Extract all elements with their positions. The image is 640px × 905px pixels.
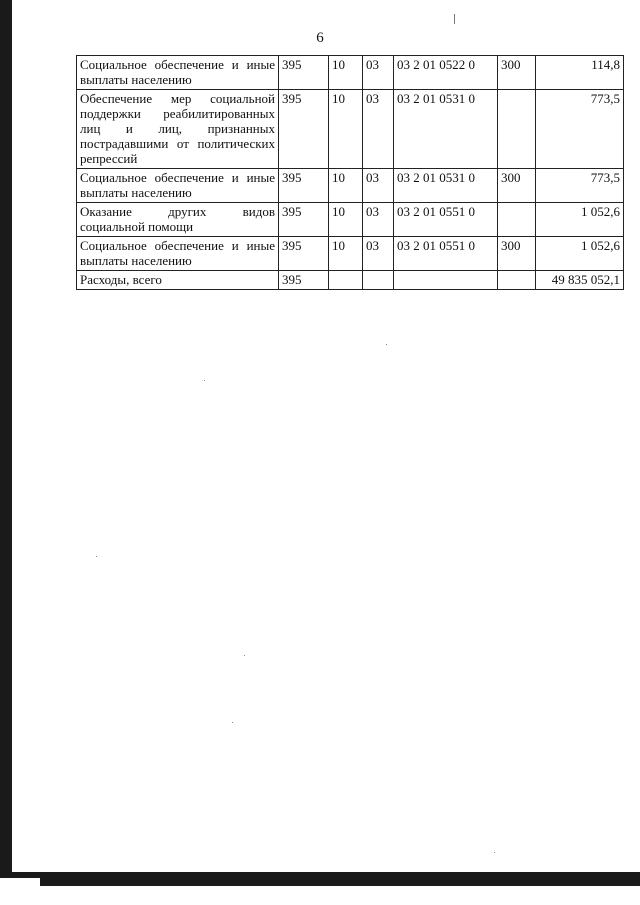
row-expense-type <box>498 90 536 169</box>
row-section: 10 <box>329 203 363 237</box>
row-code: 395 <box>279 271 329 290</box>
row-amount: 773,5 <box>536 90 624 169</box>
row-code: 395 <box>279 203 329 237</box>
row-amount: 1 052,6 <box>536 237 624 271</box>
row-name: Социальное обеспечение и иные выплаты населению <box>77 237 279 271</box>
row-target: 03 2 01 0522 0 <box>394 56 498 90</box>
row-amount: 1 052,6 <box>536 203 624 237</box>
budget-table <box>76 55 624 290</box>
row-subsection: 03 <box>363 56 394 90</box>
row-name: Социальное обеспечение и иные выплаты населению <box>77 169 279 203</box>
table-row <box>77 90 624 169</box>
row-target: 03 2 01 0531 0 <box>394 169 498 203</box>
row-expense-type <box>498 203 536 237</box>
scan-mark <box>454 14 455 24</box>
row-expense-type: 300 <box>498 237 536 271</box>
row-code: 395 <box>279 169 329 203</box>
row-section: 10 <box>329 90 363 169</box>
row-expense-type <box>498 271 536 290</box>
row-expense-type: 300 <box>498 169 536 203</box>
row-expense-type: 300 <box>498 56 536 90</box>
scan-speck <box>204 380 205 381</box>
row-target: 03 2 01 0551 0 <box>394 203 498 237</box>
row-name: Оказание других видов социальной помощи <box>77 203 279 237</box>
row-section <box>329 271 363 290</box>
row-amount: 49 835 052,1 <box>536 271 624 290</box>
row-subsection: 03 <box>363 237 394 271</box>
scan-speck <box>232 722 233 723</box>
scan-shadow-left <box>0 0 12 878</box>
row-section: 10 <box>329 169 363 203</box>
row-code: 395 <box>279 90 329 169</box>
table-row <box>77 56 624 90</box>
scan-shadow-bottom <box>0 872 640 886</box>
row-subsection: 03 <box>363 169 394 203</box>
scan-corner <box>0 878 40 905</box>
row-code: 395 <box>279 237 329 271</box>
row-target <box>394 271 498 290</box>
row-subsection: 03 <box>363 203 394 237</box>
page-number: 6 <box>316 30 324 46</box>
row-name: Расходы, всего <box>77 271 279 290</box>
table-row <box>77 237 624 271</box>
table-row-total <box>77 271 624 290</box>
scan-speck <box>386 344 387 345</box>
row-target: 03 2 01 0551 0 <box>394 237 498 271</box>
row-subsection <box>363 271 394 290</box>
row-name: Обеспечение мер социальной поддержки реабилитированных лиц и лиц, признанных пострадавшими от политических репрессий <box>77 90 279 169</box>
table-row <box>77 169 624 203</box>
row-section: 10 <box>329 56 363 90</box>
row-amount: 114,8 <box>536 56 624 90</box>
row-name: Социальное обеспечение и иные выплаты населению <box>77 56 279 90</box>
row-amount: 773,5 <box>536 169 624 203</box>
table-row <box>77 203 624 237</box>
scan-speck <box>96 556 97 557</box>
scan-speck <box>494 852 495 853</box>
row-target: 03 2 01 0531 0 <box>394 90 498 169</box>
row-subsection: 03 <box>363 90 394 169</box>
row-section: 10 <box>329 237 363 271</box>
scan-speck <box>244 655 245 656</box>
row-code: 395 <box>279 56 329 90</box>
